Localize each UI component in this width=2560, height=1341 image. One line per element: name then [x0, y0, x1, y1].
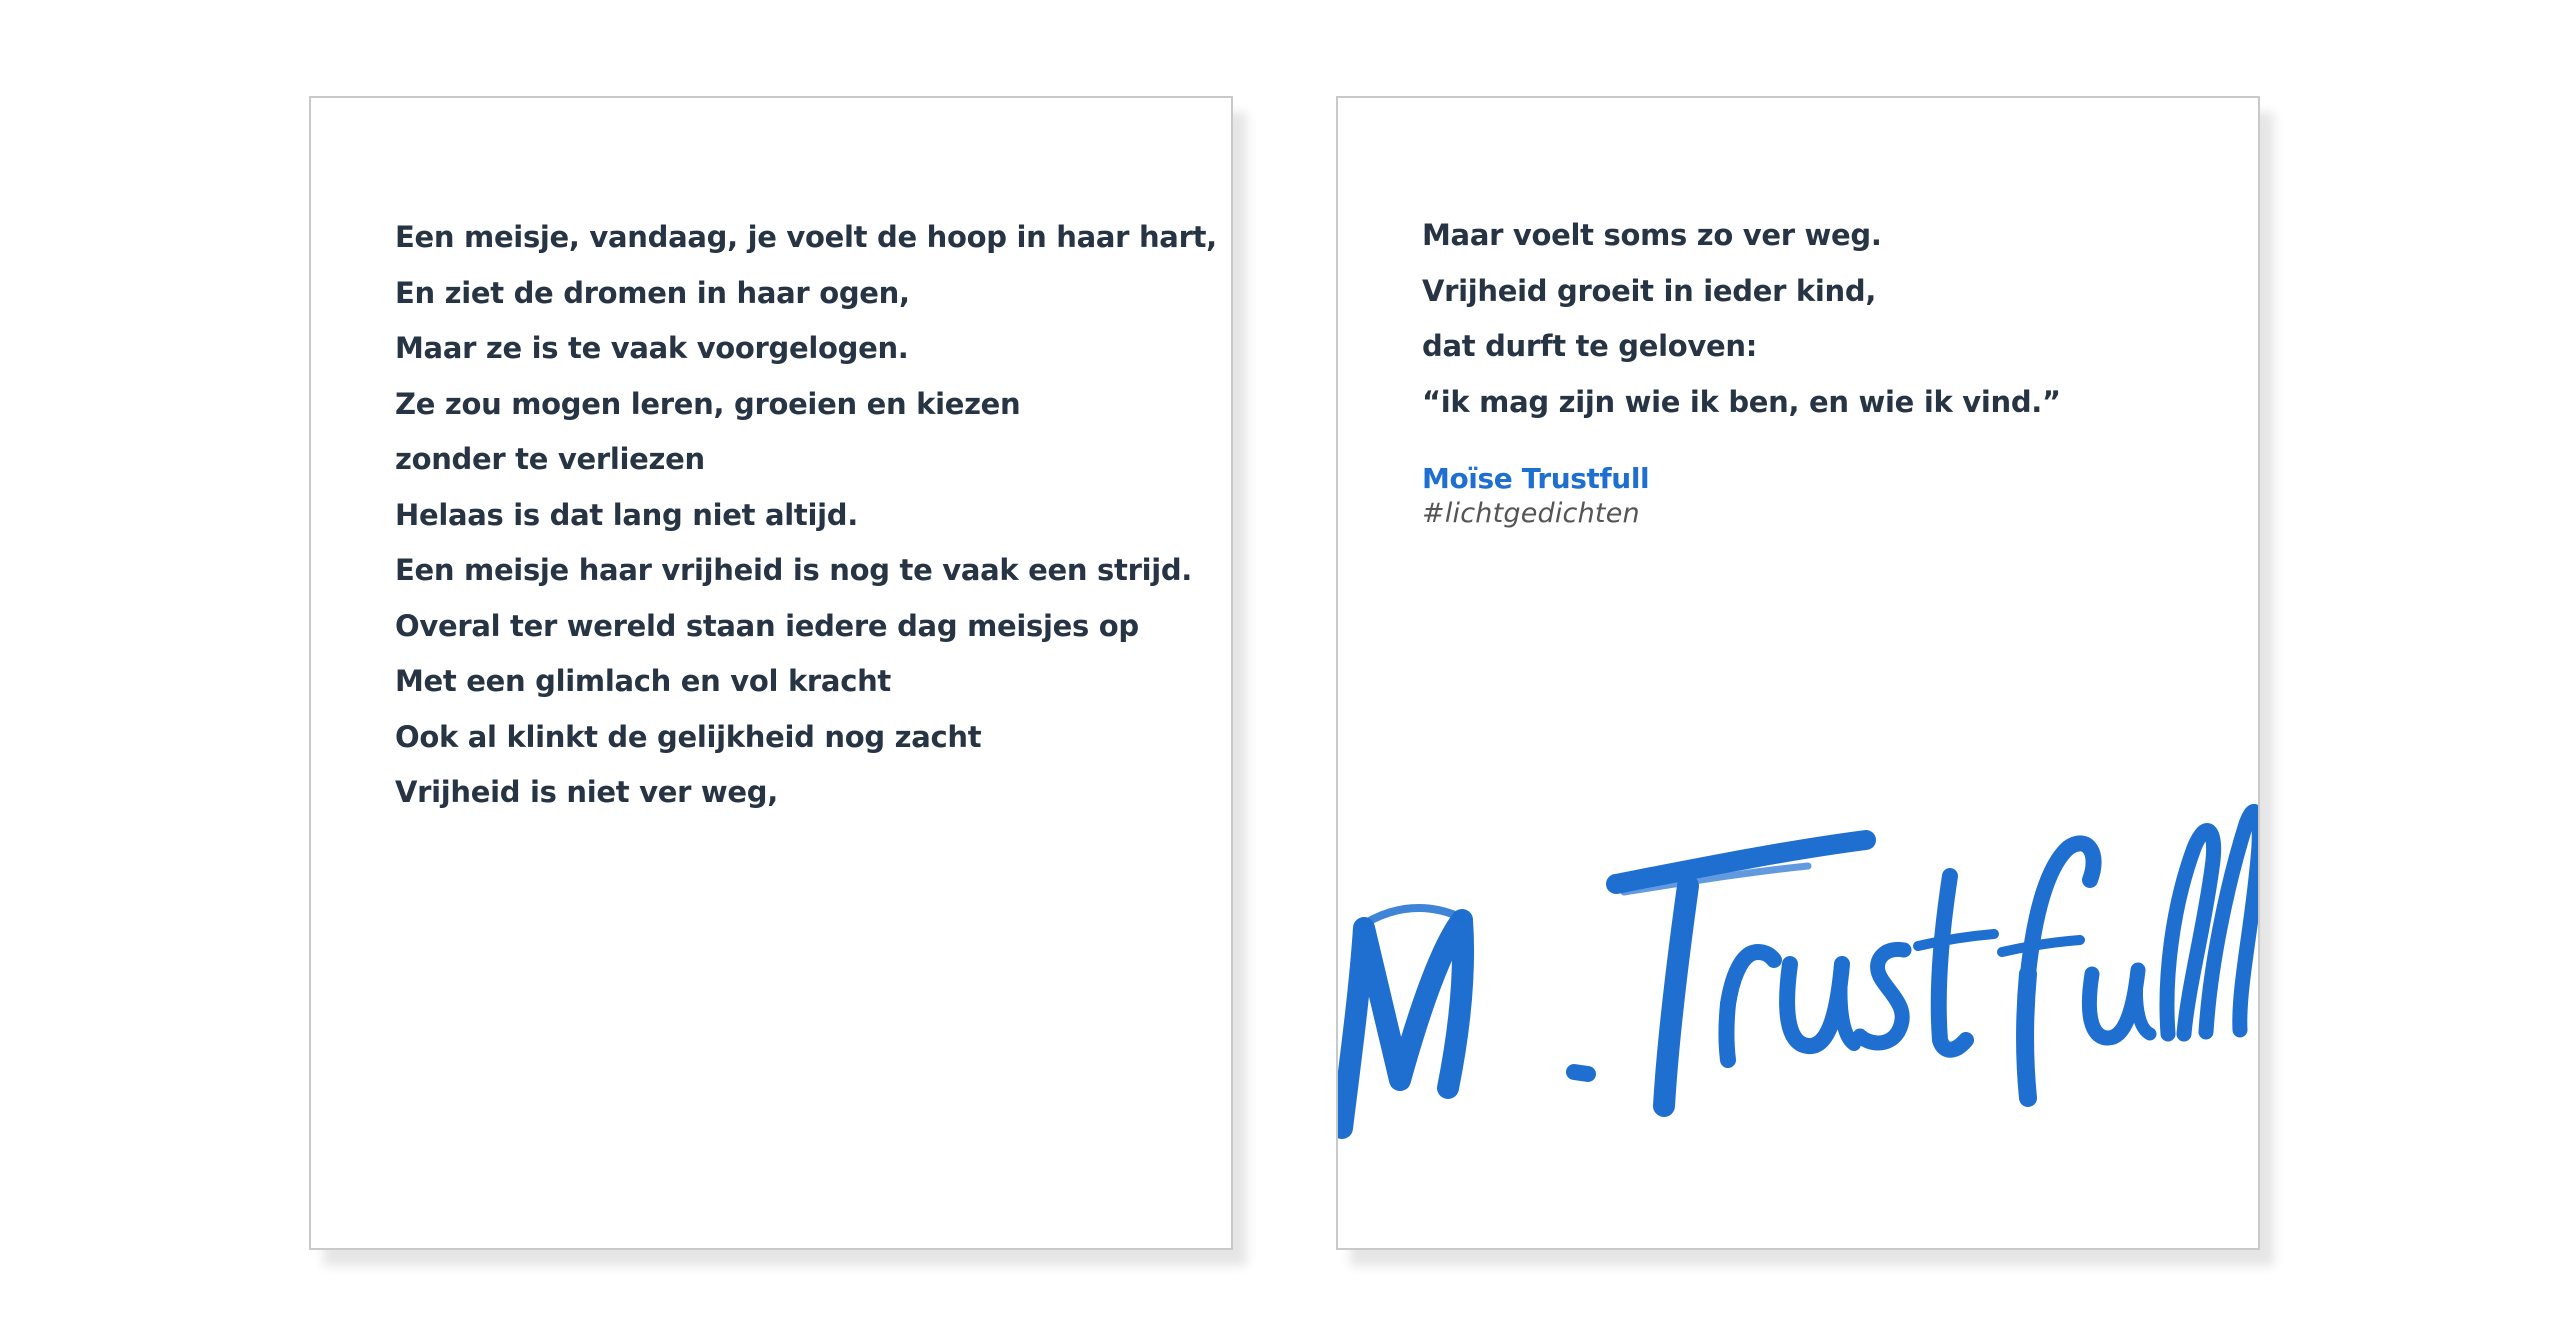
poem-line: Overal ter wereld staan iedere dag meisjes op — [395, 608, 1139, 643]
poem-page-left — [309, 96, 1233, 1250]
poem-line: Een meisje, vandaag, je voelt de hoop in haar hart, — [395, 220, 1217, 254]
signature-brush-lettering — [1338, 688, 2260, 1148]
poem-line: Helaas is dat lang niet altijd. — [395, 497, 858, 532]
signature-logo — [1338, 688, 2260, 1148]
poem-line: Ook al klinkt de gelijkheid nog zacht — [395, 719, 982, 754]
hashtag: #lichtgedichten — [1422, 498, 1640, 529]
poem-line: En ziet de dromen in haar ogen, — [395, 275, 910, 310]
poem-page-right — [1336, 96, 2260, 1250]
poem-stanza-right — [1422, 208, 2061, 430]
poem-line: Een meisje haar vrijheid is nog te vaak een strijd. — [395, 553, 1193, 587]
poem-line: Maar ze is te vaak voorgelogen. — [395, 331, 909, 365]
poem-line: Met een glimlach en vol kracht — [395, 664, 891, 698]
poem-line: zonder te verliezen — [395, 442, 705, 476]
poem-line: Vrijheid groeit in ieder kind, — [1422, 273, 1877, 308]
author-name: Moïse Trustfull — [1422, 462, 1650, 495]
poem-stanza-left — [395, 210, 1217, 821]
poem-line: dat durft te geloven: — [1422, 329, 1758, 363]
poem-line: Vrijheid is niet ver weg, — [395, 775, 778, 809]
poem-line: Maar voelt soms zo ver weg. — [1422, 218, 1882, 252]
poem-line: “ik mag zijn wie ik ben, en wie ik vind.” — [1422, 384, 2061, 419]
poem-line: Ze zou mogen leren, groeien en kiezen — [395, 386, 1021, 421]
